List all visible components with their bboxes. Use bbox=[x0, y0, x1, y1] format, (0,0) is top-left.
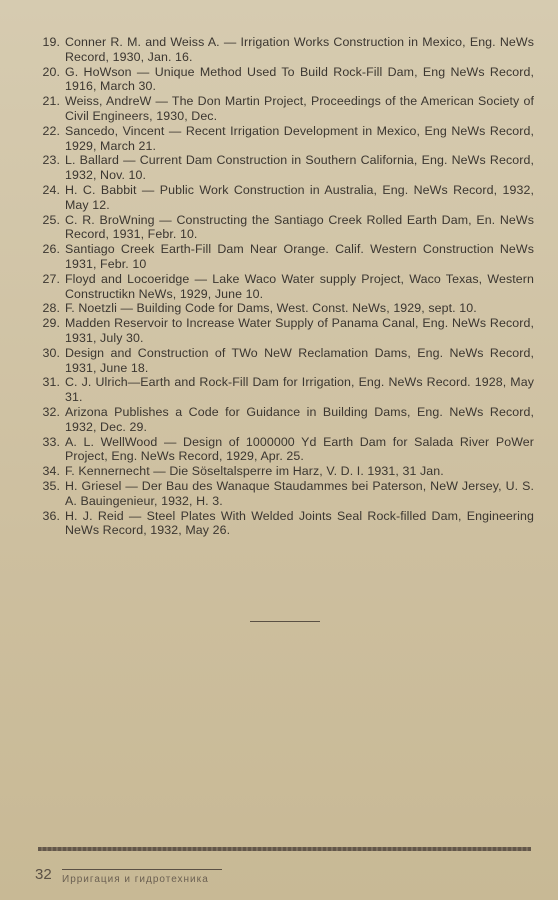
reference-text: G. HoWson — Unique Method Used To Build Rock-Fill Dam, Eng NeWs Record, 1916, March 30. bbox=[65, 64, 534, 94]
reference-text: H. C. Babbit — Public Work Construction in Australia, Eng. NeWs Record, 1932, May 12. bbox=[65, 182, 534, 212]
reference-number: 19. bbox=[42, 35, 60, 49]
reference-text: L. Ballard — Current Dam Construction in Southern California, Eng. NeWs Record, 1932, Nov. 10. bbox=[65, 153, 534, 183]
reference-number: 20. bbox=[42, 64, 60, 79]
reference-text: Design and Construction of TWo NeW Reclamation Dams, Eng. NeWs Record, 1931, June 18. bbox=[65, 345, 534, 375]
reference-item bbox=[38, 301, 534, 316]
reference-text: F. Kennernecht — Die Söseltalsperre im Harz, V. D. I. 1931, 31 Jan. bbox=[65, 464, 444, 479]
reference-number: 35. bbox=[42, 478, 60, 493]
reference-number: 26. bbox=[42, 242, 60, 257]
reference-item bbox=[38, 435, 534, 465]
reference-number: 28. bbox=[42, 301, 60, 316]
reference-text: H. J. Reid — Steel Plates With Welded Joints Seal Rock-filled Dam, Engineering NeWs Record, 1932, May 26. bbox=[65, 508, 534, 538]
reference-text: Arizona Publishes a Code for Guidance in Building Dams, Eng. NeWs Record, 1932, Dec. 29. bbox=[65, 404, 534, 434]
reference-text: F. Noetzli — Building Code for Dams, West. Const. NeWs, 1929, sept. 10. bbox=[65, 301, 477, 316]
reference-number: 27. bbox=[42, 271, 60, 286]
reference-item bbox=[38, 479, 534, 509]
reference-item bbox=[38, 213, 534, 243]
running-head: Ирригация и гидротехника bbox=[62, 874, 209, 885]
reference-number: 29. bbox=[42, 316, 60, 331]
reference-item bbox=[38, 346, 534, 376]
reference-item bbox=[38, 509, 534, 539]
reference-number: 34. bbox=[42, 464, 60, 479]
reference-list bbox=[38, 35, 534, 538]
reference-text: A. L. WellWood — Design of 1000000 Yd Earth Dam for Salada River PoWer Project, Eng. NeWs Record, 1929, Apr. 25. bbox=[65, 434, 534, 464]
reference-number: 25. bbox=[42, 212, 60, 227]
reference-number: 36. bbox=[42, 508, 60, 523]
reference-number: 24. bbox=[42, 182, 60, 197]
reference-item bbox=[38, 124, 534, 154]
reference-text: Conner R. M. and Weiss A. — Irrigation Works Construction in Mexico, Eng. NeWs Record, 1930, Jan. 16. bbox=[65, 35, 534, 64]
footer-rule bbox=[38, 847, 531, 851]
reference-item bbox=[38, 272, 534, 302]
page-number: 32 bbox=[35, 866, 52, 883]
reference-text: Floyd and Locoeridge — Lake Waco Water supply Project, Waco Texas, Western Constructikn NeWs, 1929, June 10. bbox=[65, 271, 534, 301]
reference-item bbox=[38, 35, 534, 65]
section-divider bbox=[250, 621, 320, 622]
reference-number: 21. bbox=[42, 94, 60, 109]
reference-text: Santiago Creek Earth-Fill Dam Near Orange. Calif. Western Construction NeWs 1931, Febr. 10 bbox=[65, 242, 534, 271]
reference-number: 30. bbox=[42, 345, 60, 360]
reference-item bbox=[38, 94, 534, 124]
reference-item bbox=[38, 65, 534, 95]
reference-item bbox=[38, 153, 534, 183]
reference-number: 33. bbox=[42, 434, 60, 449]
footer-underline bbox=[62, 869, 222, 870]
reference-number: 23. bbox=[42, 153, 60, 168]
reference-item bbox=[38, 183, 534, 213]
reference-text: Madden Reservoir to Increase Water Supply of Panama Canal, Eng. NeWs Record, 1931, July 30. bbox=[65, 316, 534, 345]
reference-number: 31. bbox=[42, 375, 60, 390]
reference-item bbox=[38, 464, 534, 479]
reference-item bbox=[38, 242, 534, 272]
reference-item bbox=[38, 316, 534, 346]
reference-number: 22. bbox=[42, 123, 60, 138]
reference-text: C. R. BroWning — Constructing the Santiago Creek Rolled Earth Dam, En. NeWs Record, 1931, Febr. 10. bbox=[65, 212, 534, 242]
reference-text: Sancedo, Vincent — Recent Irrigation Development in Mexico, Eng NeWs Record, 1929, March 21. bbox=[65, 123, 534, 153]
reference-text: H. Griesel — Der Bau des Wanaque Staudammes bei Paterson, NeW Jersey, U. S. A. Bauingenieur, 1932, H. 3. bbox=[65, 478, 534, 508]
reference-item bbox=[38, 405, 534, 435]
reference-text: C. J. Ulrich—Earth and Rock-Fill Dam for Irrigation, Eng. NeWs Record. 1928, May 31. bbox=[65, 375, 534, 405]
reference-item bbox=[38, 375, 534, 405]
reference-number: 32. bbox=[42, 404, 60, 419]
reference-text: Weiss, AndreW — The Don Martin Project, Proceedings of the American Society of Civil Engineers, 1930, Dec. bbox=[65, 94, 534, 123]
